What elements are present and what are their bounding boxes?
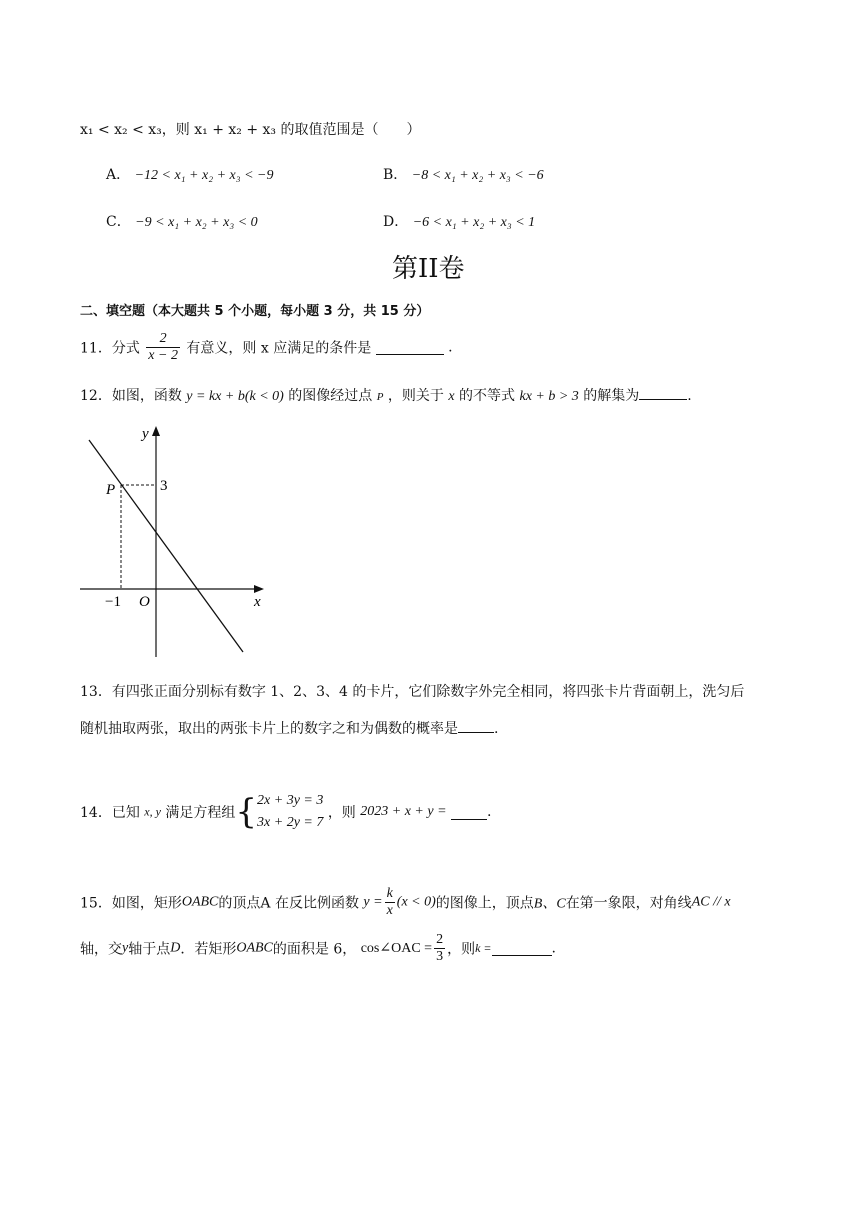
- q13-end: .: [494, 721, 499, 737]
- q14-end: .: [487, 804, 492, 820]
- fraction-numerator: 2: [436, 932, 444, 947]
- equation-1: 2x + 3y = 3: [257, 793, 324, 808]
- question-14: [80, 790, 491, 834]
- equation-system: [257, 790, 323, 834]
- question-11: [80, 331, 453, 364]
- question-13-line2: [80, 718, 498, 738]
- q15-point-d: D: [170, 940, 181, 956]
- q15-cos-fraction: [434, 932, 445, 965]
- q15-rect-2: OABC: [236, 940, 273, 956]
- part-title: 第II卷: [392, 254, 465, 284]
- option-text: −9 < x₁ + x₂ + x₃ < 0: [135, 215, 258, 230]
- q15-line2-e: ，则: [447, 941, 476, 958]
- y-value-label: 3: [160, 478, 168, 494]
- q12-end: .: [687, 388, 692, 404]
- fraction-denominator: x: [386, 903, 393, 918]
- option-label: B．: [383, 167, 408, 183]
- q15-text-b: 的顶点A 在反比例函数: [218, 895, 359, 912]
- q11-text: 有意义，则 x 应满足的条件是: [186, 340, 372, 357]
- q10-option-a[interactable]: [106, 164, 274, 184]
- q11-fraction: [146, 331, 180, 364]
- option-label: C．: [106, 214, 131, 230]
- linear-function-graph: [75, 420, 275, 660]
- q12-text-e: 的解集为: [583, 388, 640, 404]
- option-label: D．: [383, 214, 409, 230]
- y-axis-label: y: [142, 426, 149, 442]
- question-12: [80, 385, 692, 405]
- q13-text: 随机抽取两张，取出的两张卡片上的数字之和为偶数的概率是: [80, 721, 458, 737]
- section-header: 二、填空题（本大题共 5 个小题，每小题 3 分，共 15 分）: [80, 304, 430, 319]
- q15-line2-b: 轴于点: [128, 941, 171, 958]
- q14-expr: 2023 + x + y =: [360, 804, 447, 819]
- q10-option-c[interactable]: [106, 211, 258, 231]
- q15-k: k =: [475, 941, 492, 955]
- q11-end: .: [448, 339, 453, 356]
- q12-text-d: 的不等式: [459, 388, 516, 404]
- q15-condition: (x < 0): [396, 894, 436, 910]
- x-value-label: −1: [105, 594, 121, 610]
- answer-blank[interactable]: [458, 718, 494, 733]
- q15-text-c: 的图像上，顶点: [435, 895, 534, 912]
- fraction-numerator: k: [386, 886, 393, 901]
- x-axis-label: x: [254, 594, 261, 610]
- option-text: −12 < x₁ + x₂ + x₃ < −9: [134, 168, 274, 183]
- answer-blank[interactable]: [376, 340, 444, 355]
- answer-blank[interactable]: [451, 805, 487, 820]
- system-brace: {: [235, 792, 258, 832]
- q12-text-a: 12．如图，函数: [80, 388, 182, 404]
- fraction-denominator: x − 2: [148, 348, 178, 363]
- option-text: −8 < x₁ + x₂ + x₃ < −6: [411, 168, 544, 183]
- q15-func-lhs: y =: [363, 894, 383, 910]
- option-text: −6 < x₁ + x₂ + x₃ < 1: [412, 215, 536, 230]
- q14-text-b: 满足方程组: [165, 805, 236, 821]
- q15-text-a: 15．如图，矩形: [80, 895, 182, 912]
- q15-line2-a: 轴，交: [80, 941, 122, 958]
- q12-expr: y = kx + b(k < 0): [186, 389, 284, 404]
- q15-diagonal: AC // x: [691, 894, 731, 910]
- origin-label: O: [139, 594, 150, 610]
- answer-blank[interactable]: [639, 385, 687, 400]
- answer-blank[interactable]: [492, 941, 552, 956]
- q12-inequality: kx + b > 3: [519, 389, 579, 404]
- q10-option-b[interactable]: [383, 164, 544, 184]
- q12-text-c: ，则关于: [387, 388, 444, 404]
- q15-rect: OABC: [181, 894, 219, 910]
- fraction-denominator: 3: [436, 949, 444, 964]
- q15-points: B、C: [533, 896, 566, 912]
- q14-text-a: 14．已知: [80, 805, 140, 821]
- q14-text-c: ，则: [327, 805, 356, 821]
- q15-end: .: [551, 940, 556, 957]
- option-label: A．: [106, 167, 131, 183]
- function-line: [89, 440, 243, 652]
- question-15-line2: [80, 932, 556, 965]
- q12-point: P: [376, 391, 384, 403]
- q12-text-b: 的图像经过点: [288, 388, 373, 404]
- q12-var: x: [448, 389, 455, 404]
- q15-fraction: [385, 886, 395, 919]
- q15-cos: cos∠OAC =: [360, 941, 433, 956]
- fraction-numerator: 2: [146, 331, 180, 348]
- q15-line2-c: ．若矩形: [180, 941, 237, 958]
- question-13-line1: 13．有四张正面分别标有数字 1、2、3、4 的卡片，它们除数字外完全相同，将四张卡片背面朝上，洗匀后: [80, 684, 745, 700]
- q10-stem: x₁ < x₂ < x₃，则 x₁ + x₂ + x₃ 的取值范围是（ ）: [80, 122, 421, 138]
- q15-line2-var: y: [122, 940, 129, 956]
- q11-prefix: 11．分式: [80, 340, 140, 357]
- q14-vars: x, y: [144, 804, 161, 819]
- x-axis-arrow: [254, 585, 264, 593]
- q10-option-d[interactable]: [383, 211, 535, 231]
- point-p-label: P: [106, 482, 116, 498]
- q15-text-d: 在第一象限，对角线: [565, 895, 692, 912]
- q15-line2-d: 的面积是 6，: [272, 941, 357, 958]
- y-axis-arrow: [152, 426, 160, 436]
- question-15-line1: [80, 886, 731, 919]
- equation-2: 3x + 2y = 7: [257, 815, 324, 830]
